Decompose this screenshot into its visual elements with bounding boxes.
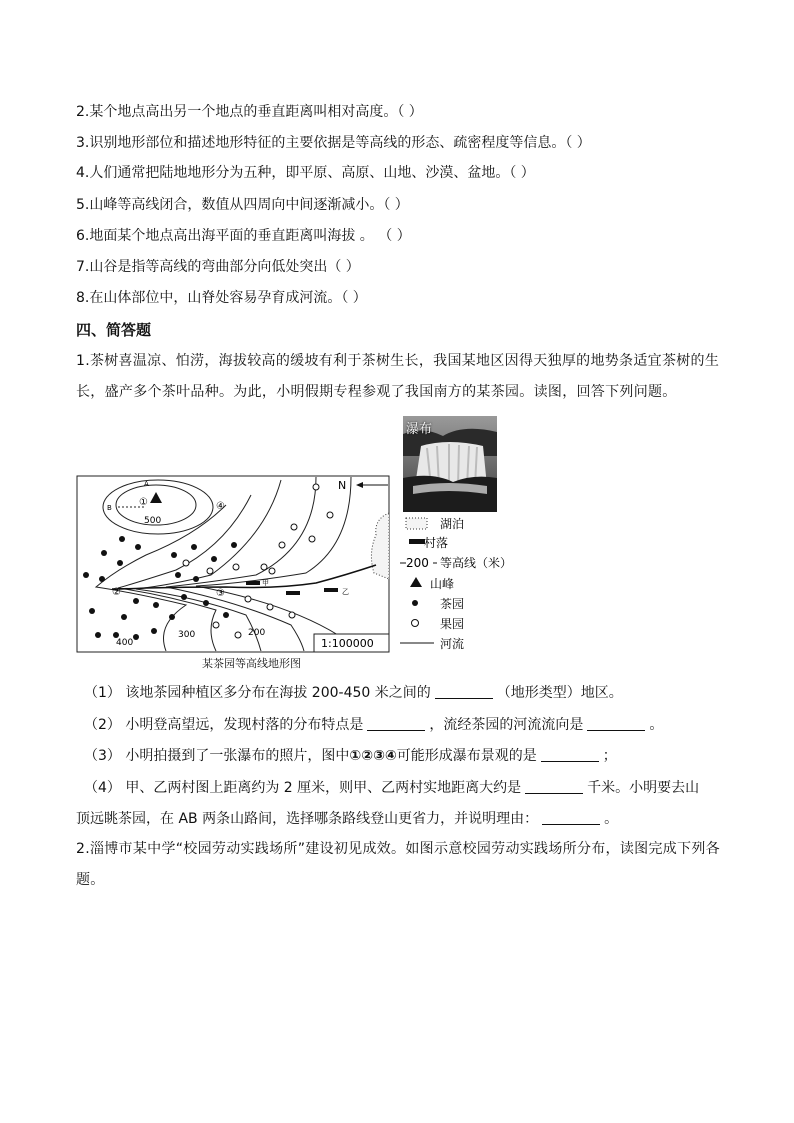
point-1-label: ①: [139, 497, 148, 508]
village-symbol: [324, 588, 338, 592]
sub-question-4-tail: 千米。小明要去山: [587, 780, 700, 796]
question-1-intro: 1.茶树喜温凉、怕涝，海拔较高的缓坡有利于茶树生长，我国某地区因得天独厚的地势条适宜茶树的生长，盛产多个茶叶品种。为此，小明假期专程参观了我国南方的某茶园。读图，回答下列问题。: [76, 353, 720, 400]
sub-question-3-mid: 可能形成瀑布景观的是: [396, 748, 537, 764]
question-2-intro: 2.淄博市某中学“校园劳动实践场所”建设初见成效。如图示意校园劳动实践场所分布，读图完成下列各题。: [76, 841, 720, 888]
legend-orchard-icon: [412, 620, 419, 627]
section-heading: 四、简答题: [76, 321, 152, 339]
legend-river-label: 河流: [440, 637, 465, 651]
legend-peak-icon: [410, 577, 422, 587]
path-b-label: B: [107, 504, 112, 512]
contour-400-label: 400: [116, 638, 134, 648]
contour-500-label: 500: [144, 516, 162, 526]
contour-300-label: 300: [178, 630, 196, 640]
legend-lake-swatch: [406, 518, 427, 529]
answer-blank: [587, 716, 645, 731]
north-label: N: [338, 479, 347, 492]
sub-question-3-options: ①②③④: [349, 748, 397, 764]
answer-blank: [525, 779, 583, 794]
legend-lake-label: 湖泊: [440, 517, 465, 531]
sub-question-3-tail: ；: [602, 748, 617, 764]
point-4-label: ④: [216, 501, 225, 512]
sub-question-2-tail: 。: [649, 717, 664, 733]
legend-village-label: 村落: [424, 536, 449, 550]
sub-question-1-tail: （地形类型）地区。: [496, 685, 623, 701]
sub-question-4-cont-text: 顶远眺茶园，在 AB 两条山路间，选择哪条路线登山更省力，并说明理由：: [76, 811, 539, 827]
judge-item-5: 5.山峰等高线闭合，数值从四周向中间逐渐减小。（ ）: [76, 197, 409, 213]
sub-question-3-text: （3） 小明拍摄到了一张瀑布的照片，图中: [84, 748, 350, 764]
judge-item-4: 4.人们通常把陆地地形分为五种，即平原、高原、山地、沙漠、盆地。（ ）: [76, 165, 535, 181]
sub-question-4: [84, 778, 699, 798]
sub-question-4-cont-tail: 。: [604, 811, 619, 827]
sub-question-1-text: （1） 该地茶园种植区多分布在海拔 200-450 米之间的: [84, 685, 431, 701]
legend-contour-label: 等高线（米）: [440, 556, 513, 570]
photo-label: 瀑布: [406, 422, 433, 437]
village-yi-label: 乙: [342, 588, 349, 596]
sub-question-2-text: （2） 小明登高望远，发现村落的分布特点是: [84, 717, 364, 733]
village-symbol: [246, 581, 260, 585]
judge-item-7: 7.山谷是指等高线的弯曲部分向低处突出（ ）: [76, 259, 360, 275]
figure-caption: 某茶园等高线地形图: [202, 657, 301, 670]
sub-question-2: [84, 715, 663, 735]
legend-tea-icon: [412, 600, 418, 606]
contour-map: [76, 475, 513, 655]
legend-orchard-label: 果园: [440, 617, 465, 631]
path-a-label: A: [144, 480, 149, 488]
judge-item-2: 2.某个地点高出另一个地点的垂直距离叫相对高度。（ ）: [76, 104, 423, 120]
answer-blank: [542, 810, 600, 825]
point-3-label: ③: [216, 588, 225, 599]
legend-village-swatch: [409, 539, 425, 544]
village-symbol: [286, 591, 300, 595]
answer-blank: [541, 747, 599, 762]
scale-label: 1:100000: [321, 637, 374, 650]
judge-item-3: 3.识别地形部位和描述地形特征的主要依据是等高线的形态、疏密程度等信息。（ ）: [76, 135, 591, 151]
sub-question-4-text: （4） 甲、乙两村图上距离约为 2 厘米，则甲、乙两村实地距离大约是: [84, 780, 522, 796]
sub-question-3: [84, 746, 617, 766]
legend-contour-value: 200: [406, 556, 429, 570]
contour-200-label: 200: [248, 628, 266, 638]
legend-tea-label: 茶园: [440, 597, 465, 611]
legend-peak-label: 山峰: [430, 577, 455, 591]
sub-question-2-mid: ，流经茶园的河流流向是: [429, 717, 584, 733]
judge-item-8: 8.在山体部位中，山脊处容易孕育成河流。（ ）: [76, 290, 367, 306]
map-frame: [77, 476, 389, 652]
answer-blank: [367, 716, 425, 731]
sub-question-1: [84, 683, 623, 703]
judge-item-6: 6.地面某个地点高出海平面的垂直距离叫海拔 。 （ ）: [76, 228, 411, 244]
village-jia-label: 甲: [262, 579, 269, 587]
point-2-label: ②: [112, 587, 121, 598]
sub-question-4-continued: [76, 809, 618, 829]
answer-blank: [435, 684, 493, 699]
